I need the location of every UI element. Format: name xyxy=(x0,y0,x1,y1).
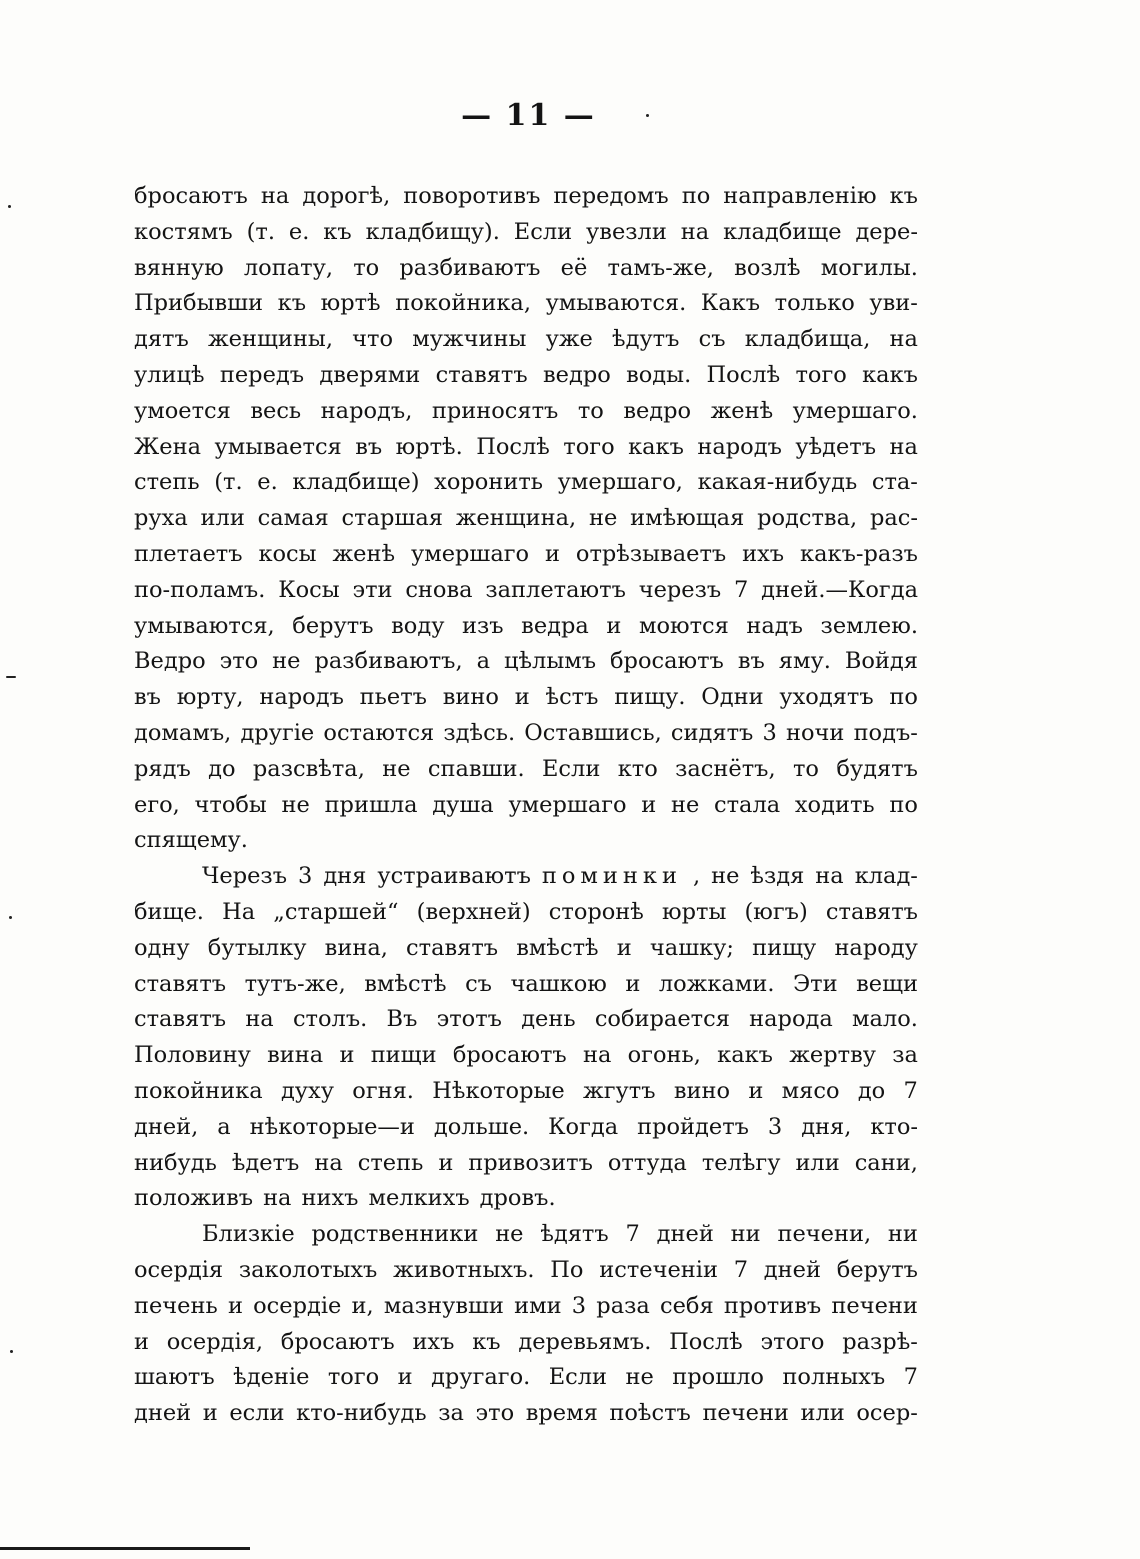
scan-speck xyxy=(8,205,11,208)
text-line: рядъ до разсвѣта, не спавши. Если кто заснётъ, то будятъ xyxy=(134,755,918,782)
text-line: спящему. xyxy=(134,827,248,854)
text-line: домамъ, другіе остаются здѣсь. Оставшись, сидятъ 3 ночи подъ- xyxy=(134,719,918,746)
text-line: осердія заколотыхъ животныхъ. По истеченіи 7 дней берутъ xyxy=(134,1256,918,1283)
text-line: дней, а нѣкоторые—и дольше. Когда пройдетъ 3 дня, кто- xyxy=(134,1113,918,1140)
text-line: умоется весь народъ, приносятъ то ведро женѣ умершаго. xyxy=(134,397,918,424)
text-line: Черезъ 3 дня устраиваютъ поминки , не ѣздя на клад- xyxy=(202,863,918,890)
paragraph-3 xyxy=(134,1217,918,1432)
text-line: умываются, берутъ воду изъ ведра и моются надъ землею. xyxy=(134,612,918,639)
text-line: одну бутылку вина, ставятъ вмѣстѣ и чашку; пищу народу xyxy=(134,934,918,961)
text-line: Жена умывается въ юртѣ. Послѣ того какъ народъ уѣдетъ на xyxy=(134,433,918,460)
page-body-text xyxy=(134,179,918,1432)
text-line: дятъ женщины, что мужчины уже ѣдутъ съ кладбища, на xyxy=(134,326,918,353)
page-bottom-rule xyxy=(0,1547,250,1550)
text-line: положивъ на нихъ мелкихъ дровъ. xyxy=(134,1185,556,1212)
page-number: — 11 — xyxy=(461,98,596,133)
text-line: плетаетъ косы женѣ умершаго и отрѣзываетъ ихъ какъ-разъ xyxy=(134,540,918,567)
text-line: его, чтобы не пришла душа умершаго и не стала ходить по xyxy=(134,791,918,818)
text-line: степь (т. е. кладбище) хоронить умершаго, какая-нибудь ста- xyxy=(134,469,918,496)
text-line: печень и осердіе и, мазнувши ими 3 раза себя противъ печени xyxy=(134,1292,918,1319)
text-line: Прибывши къ юртѣ покойника, умываются. Какъ только уви- xyxy=(134,290,918,317)
text-line: нибудь ѣдетъ на степь и привозитъ оттуда телѣгу или сани, xyxy=(134,1149,918,1176)
scan-speck xyxy=(6,676,16,678)
text-line: ставятъ тутъ-же, вмѣстѣ съ чашкою и ложками. Эти вещи xyxy=(134,970,918,997)
paragraph-2 xyxy=(134,859,918,1217)
scan-speck xyxy=(10,1350,13,1353)
text-line: покойника духу огня. Нѣкоторые жгутъ вино и мясо до 7 xyxy=(134,1077,918,1104)
text-line: ставятъ на столъ. Въ этотъ день собирается народа мало. xyxy=(134,1006,918,1033)
text-line: Половину вина и пищи бросаютъ на огонь, какъ жертву за xyxy=(134,1042,918,1069)
scan-speck xyxy=(646,114,649,117)
text-line: въ юрту, народъ пьетъ вино и ѣстъ пищу. Одни уходятъ по xyxy=(134,684,918,711)
text-line: шаютъ ѣденіе того и другаго. Если не прошло полныхъ 7 xyxy=(134,1364,918,1391)
text-line: костямъ (т. е. къ кладбищу). Если увезли на кладбище дере- xyxy=(134,218,918,245)
paragraph-1 xyxy=(134,179,918,859)
text-line: бище. На „старшей“ (верхней) сторонѣ юрты (югъ) ставятъ xyxy=(134,898,918,925)
text-line: дней и если кто-нибудь за это время поѣстъ печени или осер- xyxy=(134,1400,918,1427)
text-line: руха или самая старшая женщина, не имѣющая родства, рас- xyxy=(134,505,918,532)
text-line: улицѣ передъ дверями ставятъ ведро воды. Послѣ того какъ xyxy=(134,361,918,388)
text-line: и осердія, бросаютъ ихъ къ деревьямъ. Послѣ этого разрѣ- xyxy=(134,1328,918,1355)
text-line: Ведро это не разбиваютъ, а цѣлымъ бросаютъ въ яму. Войдя xyxy=(134,648,918,675)
text-line: бросаютъ на дорогѣ, поворотивъ передомъ по направленію къ xyxy=(134,183,918,209)
scan-speck xyxy=(9,916,12,919)
text-line: вянную лопату, то разбиваютъ её тамъ-же, возлѣ могилы. xyxy=(134,254,918,281)
text-line: Близкіе родственники не ѣдятъ 7 дней ни печени, ни xyxy=(202,1221,918,1248)
text-line: по-поламъ. Косы эти снова заплетаютъ черезъ 7 дней.—Когда xyxy=(134,576,918,603)
